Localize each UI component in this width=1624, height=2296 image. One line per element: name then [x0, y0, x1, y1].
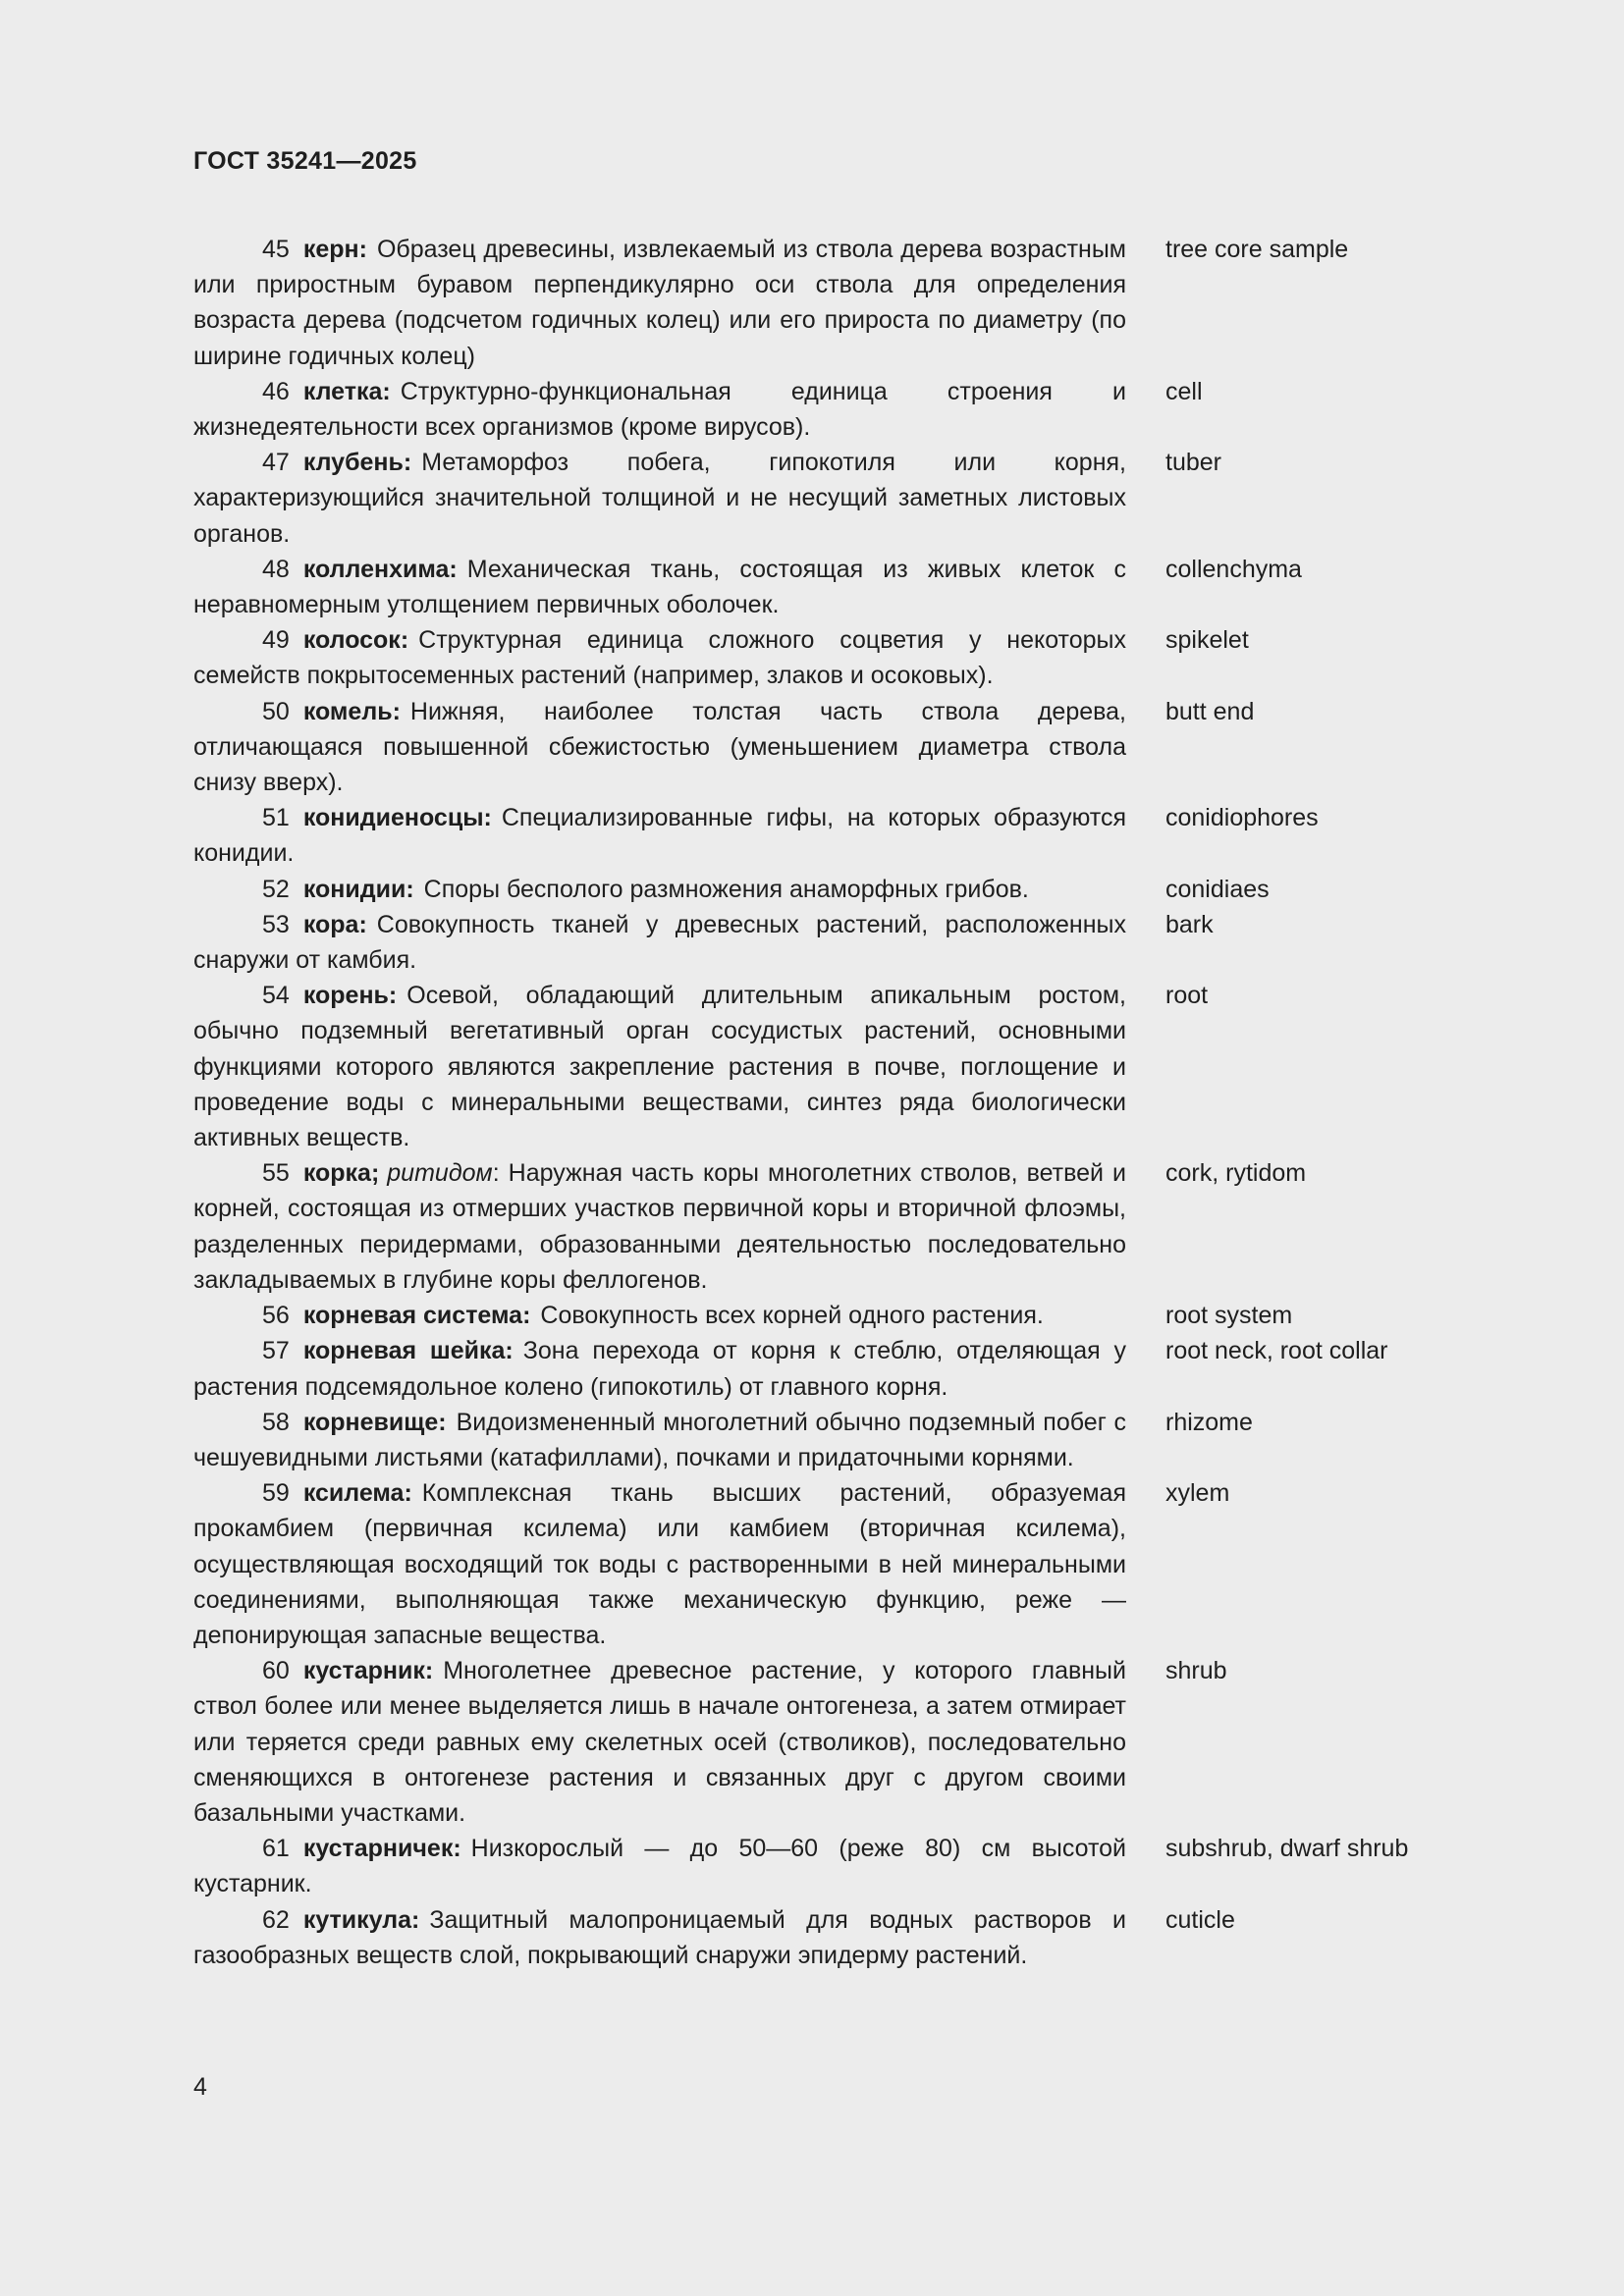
term-definition-block: [193, 1298, 1126, 1333]
term-english-equivalent: root system: [1165, 1302, 1293, 1330]
term-entry: [193, 1902, 1470, 1973]
term-entry: [193, 872, 1470, 907]
term-english-equivalent: butt end: [1165, 697, 1255, 725]
term-number: 45: [262, 236, 290, 263]
term-entry: [193, 1155, 1470, 1298]
term-entry: [193, 694, 1470, 801]
term-name: корневище:: [302, 1408, 447, 1436]
term-definition: Структурно-функциональная единица строения и жизнедеятельности всех организмов (кроме вирусов).: [193, 377, 1126, 442]
term-english-equivalent: cell: [1165, 377, 1203, 405]
term-definition: Споры бесполого размножения анаморфных грибов.: [423, 875, 1029, 903]
term-definition-block: [193, 1405, 1126, 1475]
term-definition: Совокупность тканей у древесных растений, расположенных снаружи от камбия.: [193, 910, 1126, 975]
term-definition: Механическая ткань, состоящая из живых клеток с неравномерным утолщением первичных оболочек.: [193, 555, 1126, 619]
term-english-equivalent: spikelet: [1165, 626, 1249, 655]
term-entry: [193, 445, 1470, 552]
term-definition: Структурная единица сложного соцветия у некоторых семейств покрытосеменных растений (например, злаков и осоковых).: [193, 626, 1126, 690]
term-entry: [193, 1298, 1470, 1333]
term-definition-block: [193, 1475, 1126, 1653]
terms-list: [193, 232, 1470, 1973]
term-definition-block: [193, 978, 1126, 1155]
term-synonym: ритидом: [387, 1159, 493, 1188]
term-definition-block: [193, 1902, 1126, 1973]
term-definition-block: [193, 694, 1126, 801]
term-name: комель:: [302, 697, 401, 725]
term-english-equivalent: root: [1165, 982, 1209, 1010]
term-definition-block: [193, 374, 1126, 445]
term-entry: [193, 552, 1470, 622]
term-name: корневая шейка:: [302, 1337, 514, 1365]
term-english-equivalent: xylem: [1165, 1479, 1230, 1508]
term-number: 55: [262, 1159, 290, 1188]
term-definition: Низкорослый — до 50—60 (реже 80) см высотой кустарник.: [193, 1835, 1126, 1898]
term-number: 54: [262, 982, 290, 1010]
term-number: 62: [262, 1905, 290, 1934]
term-definition-block: [193, 1831, 1126, 1901]
term-english-equivalent: cork, rytidom: [1165, 1159, 1307, 1188]
term-name: кутикула:: [302, 1905, 420, 1934]
term-definition: Зона перехода от корня к стеблю, отделяющая у растения подсемядольное колено (гипокотиль) от главного корня.: [193, 1337, 1126, 1401]
term-english-equivalent: bark: [1165, 910, 1214, 938]
term-name: кустарничек:: [302, 1835, 461, 1863]
term-definition: Осевой, обладающий длительным апикальным ростом, обычно подземный вегетативный орган сосудистых растений, основными функциями которого являются закрепление растения в почве, поглощение и проведение воды с минеральными веществами, синтез ряда биологически активных веществ.: [193, 982, 1126, 1152]
term-definition: Метаморфоз побега, гипокотиля или корня, характеризующийся значительной толщиной и не несущий заметных листовых органов.: [193, 449, 1126, 548]
term-entry: [193, 1831, 1470, 1901]
term-english-equivalent: tree core sample: [1165, 236, 1349, 263]
term-number: 51: [262, 804, 290, 832]
term-definition-block: [193, 622, 1126, 693]
term-english-equivalent: shrub: [1165, 1657, 1227, 1685]
term-definition: Образец древесины, извлекаемый из ствола дерева возрастным или приростным буравом перпендикулярно оси ствола для определения возраста дерева (подсчетом годичных колец) или его прироста по диаметру (по ширине годичных колец): [193, 236, 1126, 370]
term-name: клубень:: [302, 449, 412, 477]
term-number: 57: [262, 1337, 290, 1365]
term-name: кора:: [302, 910, 367, 938]
term-definition: : Наружная часть коры многолетних стволов, ветвей и корней, состоящая из отмерших участков первичной коры и вторичной флоэмы, разделенных перидермами, образованными деятельностью последовательно закладываемых в глубине коры феллогенов.: [193, 1159, 1126, 1294]
term-number: 53: [262, 910, 290, 938]
term-definition-block: [193, 552, 1126, 622]
term-english-equivalent: rhizome: [1165, 1408, 1253, 1436]
term-english-equivalent: tuber: [1165, 449, 1221, 477]
term-definition: Совокупность всех корней одного растения.: [540, 1302, 1044, 1330]
term-number: 58: [262, 1408, 290, 1436]
term-name: колленхима:: [302, 555, 458, 583]
term-definition-block: [193, 872, 1126, 907]
term-name: колосок:: [302, 626, 409, 655]
term-entry: [193, 978, 1470, 1155]
term-entry: [193, 800, 1470, 871]
term-definition-block: [193, 800, 1126, 871]
term-definition: Видоизмененный многолетний обычно подземный побег с чешуевидными листьями (катафиллами), почками и придаточными корнями.: [193, 1408, 1126, 1471]
term-entry: [193, 1653, 1470, 1831]
term-definition-block: [193, 1333, 1126, 1404]
term-number: 50: [262, 697, 290, 725]
term-name: корка;: [302, 1159, 380, 1188]
term-definition-block: [193, 1155, 1126, 1298]
term-english-equivalent: conidiaes: [1165, 875, 1270, 903]
term-number: 60: [262, 1657, 290, 1685]
term-definition: Нижняя, наиболее толстая часть ствола дерева, отличающаяся повышенной сбежистостью (уменьшением диаметра ствола снизу вверх).: [193, 697, 1126, 797]
term-entry: [193, 1405, 1470, 1475]
term-english-equivalent: conidiophores: [1165, 804, 1319, 832]
term-number: 52: [262, 875, 290, 903]
term-english-equivalent: cuticle: [1165, 1905, 1235, 1934]
term-name: ксилема:: [302, 1479, 412, 1508]
term-definition: Специализированные гифы, на которых образуются конидии.: [193, 804, 1126, 868]
term-name: керн:: [302, 236, 367, 263]
term-entry: [193, 622, 1470, 693]
term-definition-block: [193, 232, 1126, 374]
term-number: 49: [262, 626, 290, 655]
term-name: корневая система:: [302, 1302, 531, 1330]
term-definition-block: [193, 1653, 1126, 1831]
term-entry: [193, 374, 1470, 445]
term-number: 59: [262, 1479, 290, 1508]
term-name: конидии:: [302, 875, 414, 903]
term-entry: [193, 907, 1470, 978]
term-definition-block: [193, 907, 1126, 978]
term-name: кустарник:: [302, 1657, 434, 1685]
document-code: ГОСТ 35241—2025: [193, 147, 417, 175]
term-name: корень:: [302, 982, 398, 1010]
term-english-equivalent: root neck, root collar: [1165, 1337, 1388, 1365]
term-definition: Многолетнее древесное растение, у которого главный ствол более или менее выделяется лишь в начале онтогенеза, а затем отмирает или теряется среди равных ему скелетных осей (стволиков), последовательно сменяющихся в онтогенезе растения и связанных друг с другом своими базальными участками.: [193, 1657, 1126, 1827]
term-definition: Комплексная ткань высших растений, образуемая прокамбием (первичная ксилема) или камбием (вторичная ксилема), осуществляющая восходящий ток воды с растворенными в ней минеральными соединениями, выполняющая также механическую функцию, реже — депонирующая запасные вещества.: [193, 1479, 1126, 1649]
term-entry: [193, 232, 1470, 374]
term-entry: [193, 1475, 1470, 1653]
term-english-equivalent: subshrub, dwarf shrub: [1165, 1835, 1409, 1863]
term-english-equivalent: collenchyma: [1165, 555, 1302, 583]
term-definition-block: [193, 445, 1126, 552]
page-number: 4: [193, 2073, 207, 2101]
term-number: 48: [262, 555, 290, 583]
term-number: 61: [262, 1835, 290, 1863]
term-name: клетка:: [302, 377, 391, 405]
term-number: 47: [262, 449, 290, 477]
term-definition: Защитный малопроницаемый для водных растворов и газообразных веществ слой, покрывающий снаружи эпидерму растений.: [193, 1905, 1126, 1969]
term-number: 56: [262, 1302, 290, 1330]
term-name: конидиеносцы:: [302, 804, 492, 832]
term-entry: [193, 1333, 1470, 1404]
term-number: 46: [262, 377, 290, 405]
